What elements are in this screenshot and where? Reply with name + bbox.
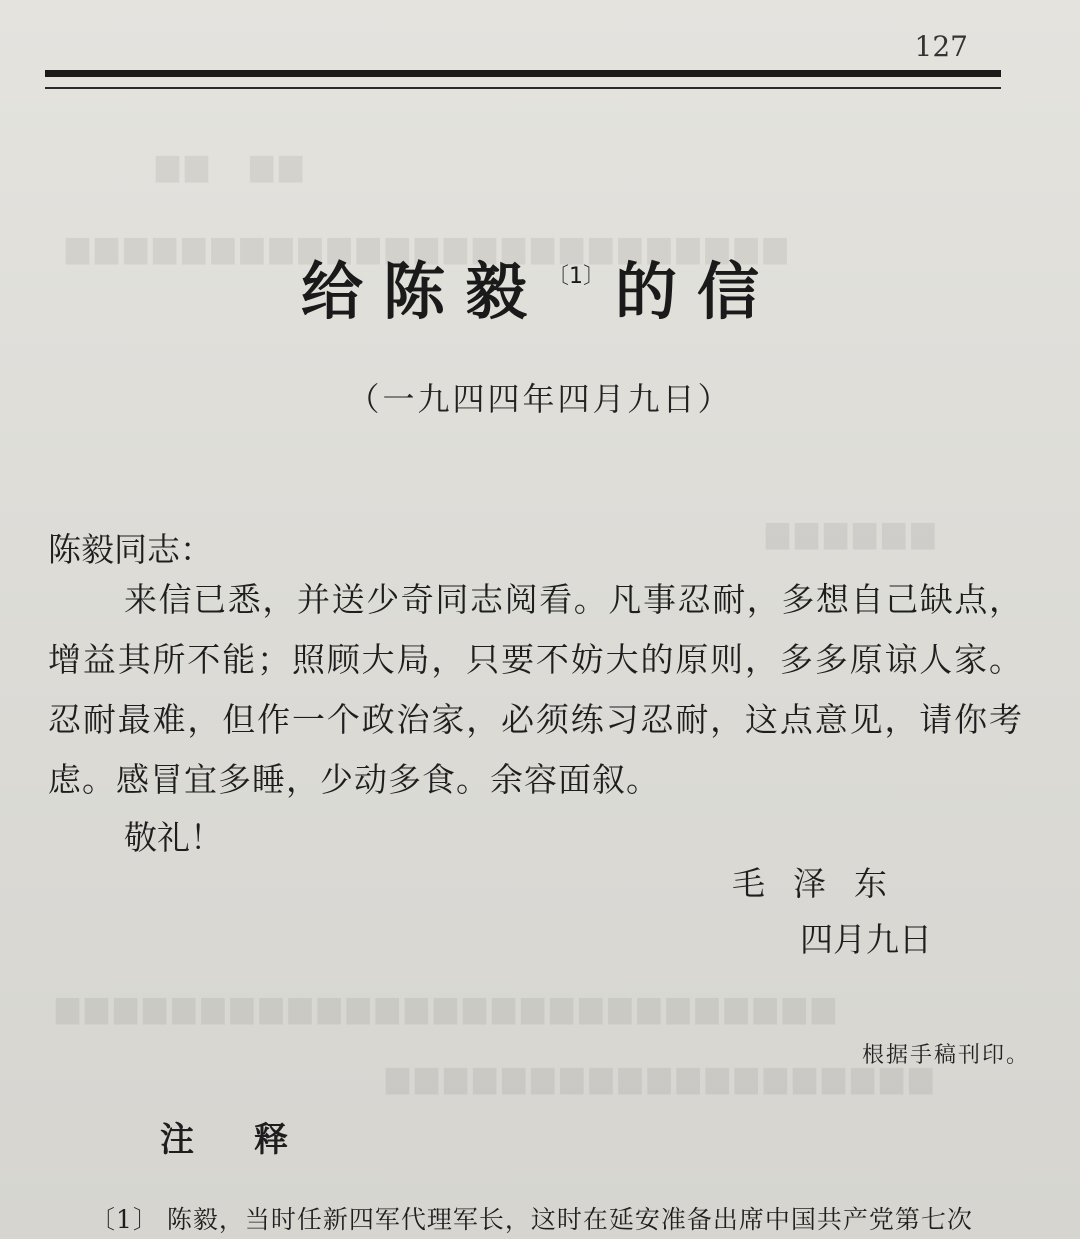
- bleed-through-text: ▆▆▆▆▆▆: [760, 515, 935, 550]
- bleed-through-text: ▆▆▆▆▆▆▆▆▆▆▆▆▆▆▆▆▆▆▆▆▆▆▆▆▆▆▆: [50, 990, 835, 1025]
- signature-date: 四月九日: [800, 920, 932, 959]
- title-text: 给陈毅: [300, 255, 547, 328]
- page-number: 127: [914, 30, 968, 63]
- closing: 敬礼！: [124, 818, 223, 857]
- source-note: 根据手稿刊印。: [861, 1043, 1030, 1068]
- bleed-through-text: ▆▆▆▆▆▆▆▆▆▆▆▆▆▆▆▆▆▆▆▆▆▆▆▆▆: [60, 230, 787, 265]
- letter-title: [0, 242, 1080, 331]
- title-text-tail: 的信: [615, 255, 780, 328]
- bleed-through-text: ▆▆▆▆▆▆▆▆▆▆▆▆▆▆▆▆▆▆▆: [380, 1060, 933, 1095]
- header-rule-thick: [45, 70, 1001, 77]
- bleed-through-text: ▆▆ ▆▆: [150, 148, 303, 183]
- letter-body: 来信已悉，并送少奇同志阅看。凡事忍耐，多想自己缺点，增益其所不能；照顾大局，只要不妨大的原则，多多原谅人家。忍耐最难，但作一个政治家，必须练习忍耐，这点意见，请你考虑。感冒宜多睡，少动多食。余容面叙。: [48, 580, 1023, 799]
- title-note-mark[interactable]: 〔1〕: [547, 264, 605, 290]
- notes-heading: 注释: [160, 1120, 348, 1160]
- footnote-item: [90, 1200, 1050, 1236]
- salutation: 陈毅同志：: [48, 530, 213, 569]
- signature: 毛泽东: [732, 864, 915, 903]
- footnote-mark: 〔1〕: [90, 1205, 159, 1234]
- footnote-text: 陈毅，当时任新四军代理军长，这时在延安准备出席中国共产党第七次: [166, 1205, 973, 1234]
- letter-date: （一九四四年四月九日）: [347, 380, 733, 418]
- header-rule-thin: [45, 87, 1001, 89]
